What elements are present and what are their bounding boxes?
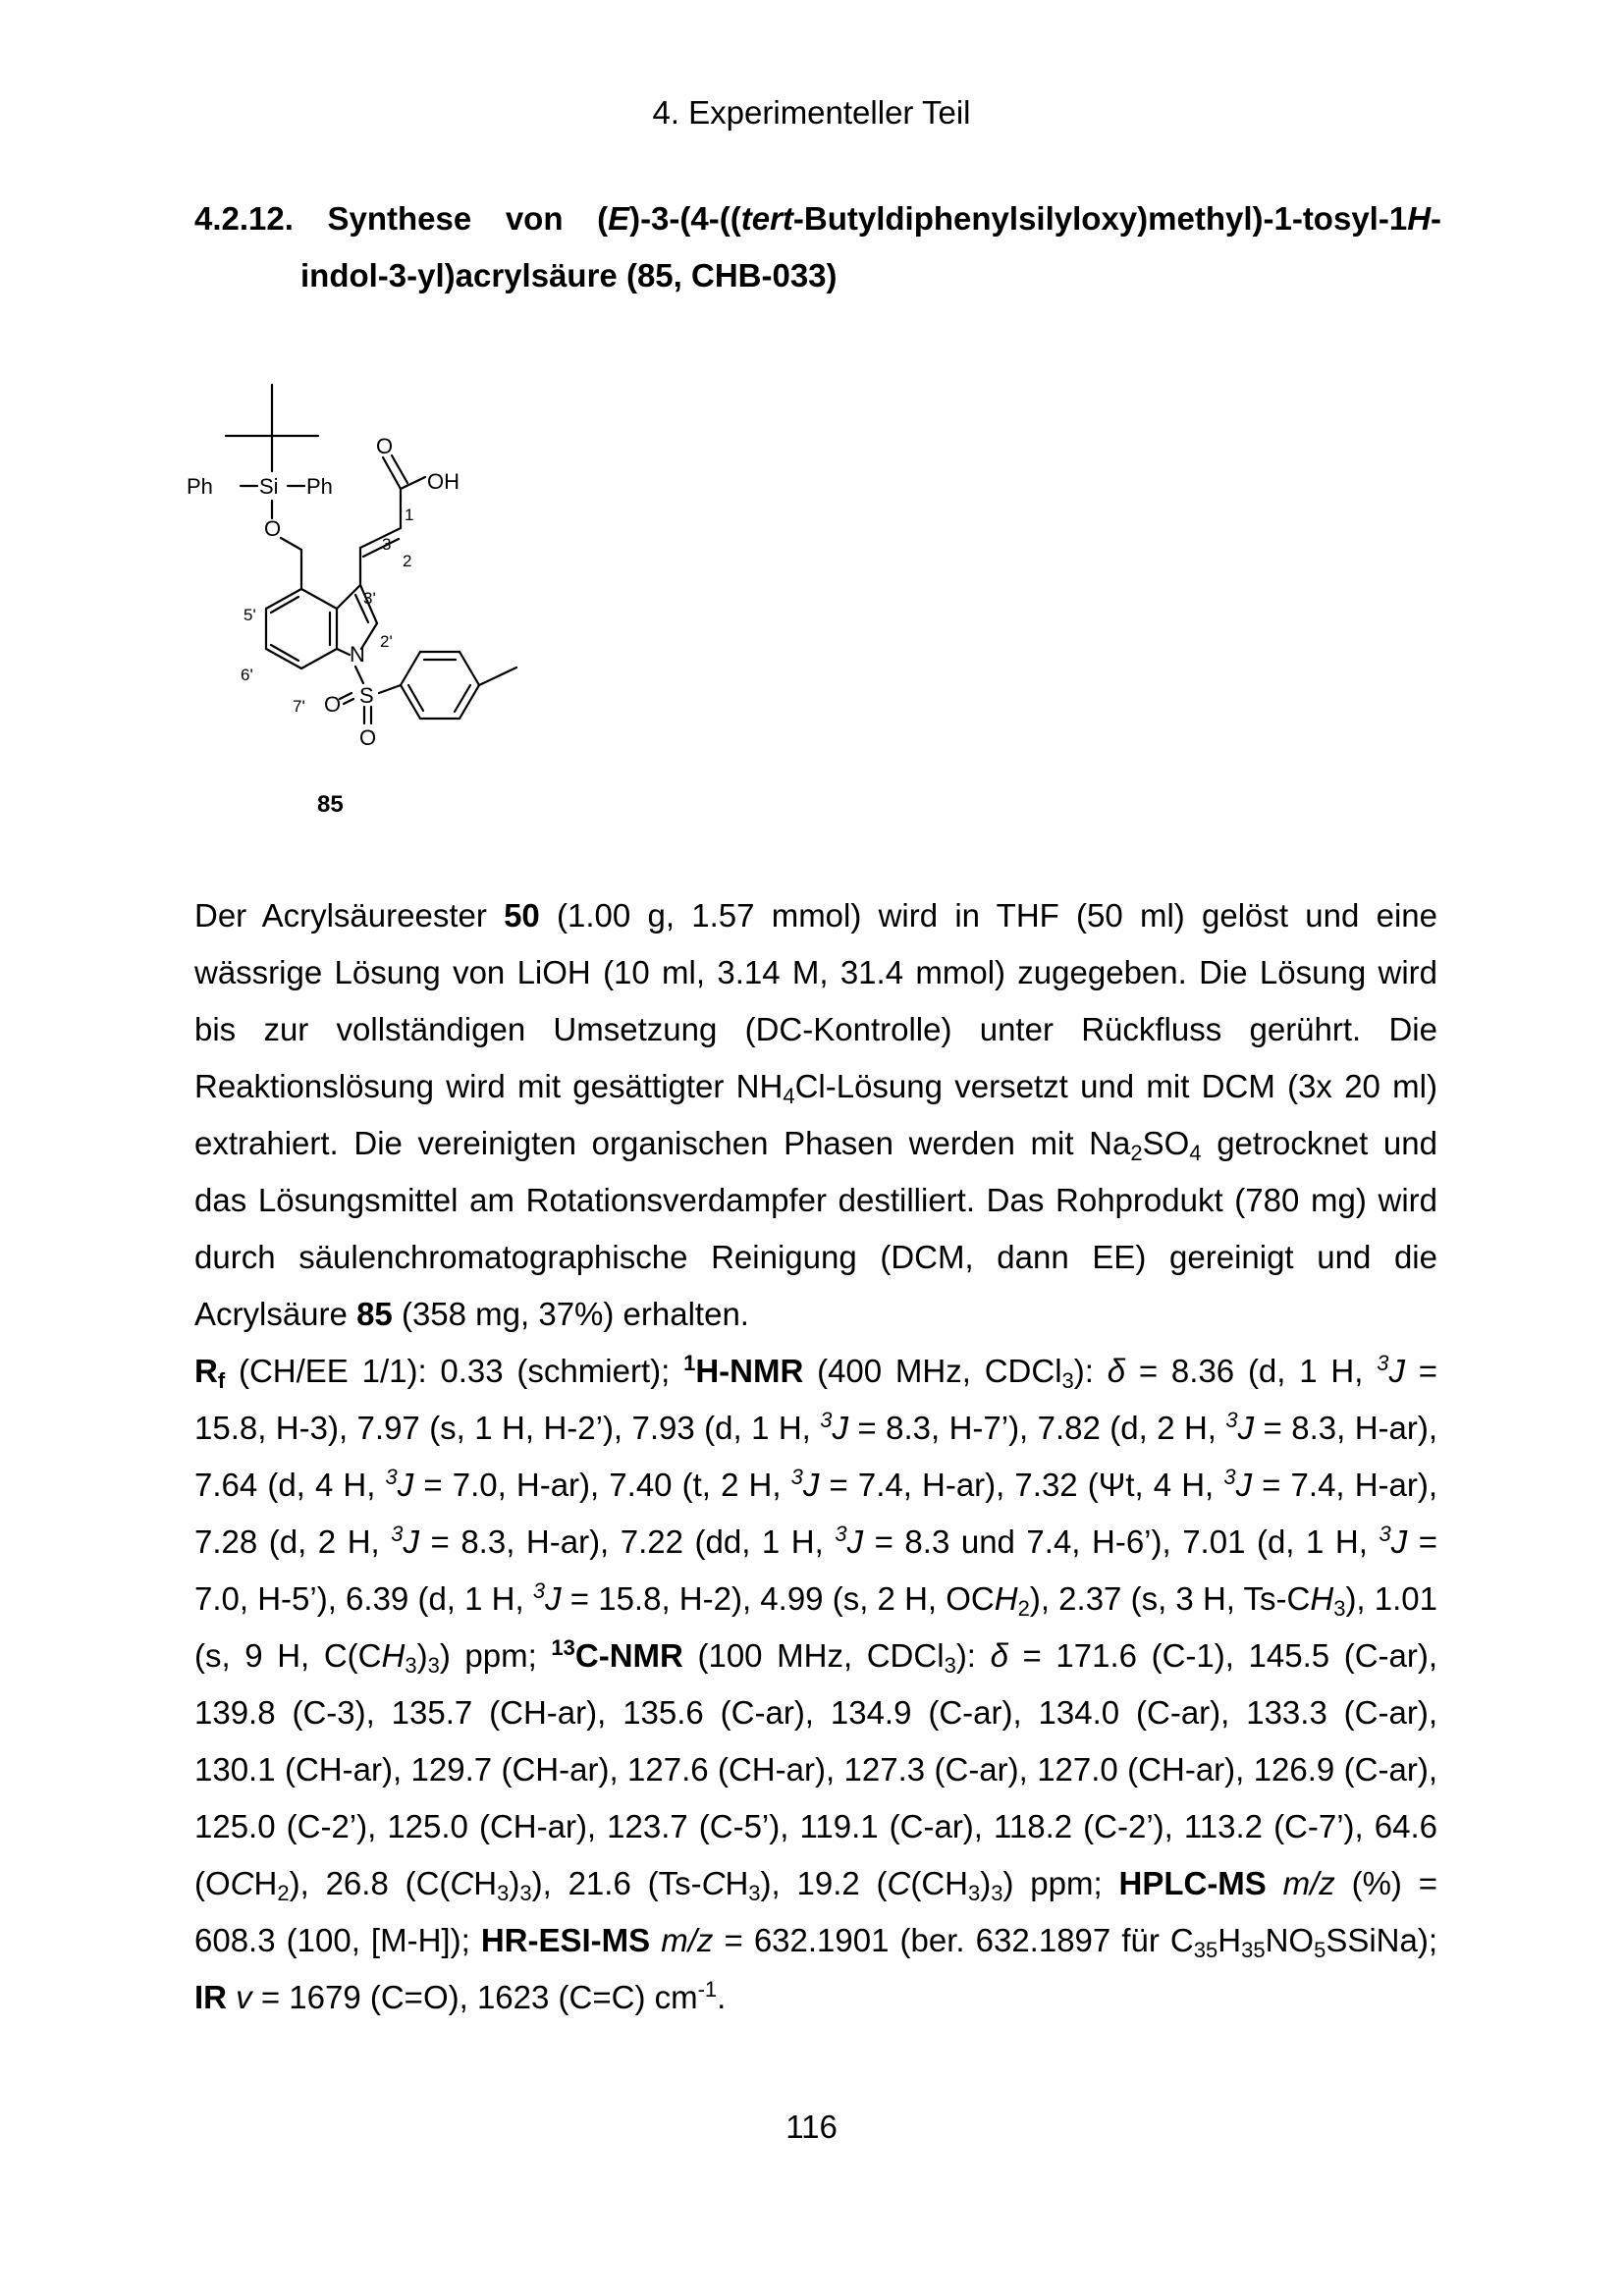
compound-number-label: 85 <box>317 791 344 818</box>
label-c1: 1 <box>405 506 414 524</box>
label-c7p: 7' <box>293 697 305 716</box>
c3-c2-double <box>363 539 399 557</box>
ring-bond-c4-c3a <box>301 589 337 609</box>
label-oh: OH <box>427 469 460 494</box>
pyrrole-n-c7a <box>337 649 350 655</box>
o-ch2-bond <box>281 538 301 550</box>
procedure-paragraph: Der Acrylsäureester 50 (1.00 g, 1.57 mmol) wird in THF (50 ml) gelöst und eine wässrige Lösung von LiOH (10 ml, 3.14 M, 31.4 mmol) zugegeben. Die Lösung wird bis zur vollständigen Umsetzung (DC-Kontrolle) unter Rückfluss gerührt. Die Reaktionslösung wird mit gesättigter $NH_4Cl$-Lösung versetzt und mit DCM (3x 20 ml) extrahiert. Die vereinigten organischen Phasen werden mit $Na_2SO_4$ getrocknet und das Lösungsmittel am Rotationsverdampfer destilliert. Das Rohprodukt (780 mg) wird durch säulenchromatographische Reinigung (DCM, dann EE) gereinigt und die Acrylsäure 85 (358 mg, 37%) erhalten. <box>194 897 1437 1332</box>
tolyl-bond-1 <box>401 652 420 685</box>
tolyl-bond-3 <box>460 652 479 685</box>
label-o-s2: O <box>359 725 377 750</box>
label-o-ether: O <box>264 516 282 541</box>
label-s: S <box>359 683 374 708</box>
page-number: 116 <box>785 2109 838 2145</box>
tolyl-bond-6-double <box>408 685 423 711</box>
section-heading-line1 <box>194 190 1441 247</box>
label-c3: 3 <box>382 535 392 554</box>
label-ph-left: Ph <box>187 474 213 499</box>
label-o-carbonyl: O <box>376 434 394 458</box>
label-ph-right: Ph <box>306 474 333 499</box>
label-c5p: 5' <box>243 606 256 624</box>
label-c6p: 6' <box>241 666 253 684</box>
label-c2: 2 <box>403 552 412 570</box>
label-si: Si <box>259 474 279 499</box>
n-s-bond <box>355 667 363 683</box>
tolyl-bond-4-double <box>455 685 470 712</box>
label-c2p: 2' <box>380 632 393 651</box>
section-word-2: von <box>505 200 564 237</box>
experimental-body <box>194 887 1437 2026</box>
s-o-left-double <box>344 699 353 704</box>
label-c3p: 3' <box>363 589 376 608</box>
section-word-1: Synthese <box>327 200 472 237</box>
running-header: 4. Experimenteller Teil <box>652 94 971 131</box>
s-o-left-bond <box>340 693 352 699</box>
tolyl-bond-4 <box>460 685 479 719</box>
tolyl-methyl-bond <box>479 667 516 685</box>
c1-o-bond <box>383 457 401 489</box>
label-o-s1: O <box>324 692 342 717</box>
c3-c2-bond <box>360 528 401 548</box>
section-heading-line2: indol-3-yl)acrylsäure (85, CHB-033) <box>300 257 838 294</box>
section-number: 4.2.12. <box>194 200 294 237</box>
label-n: N <box>350 642 365 667</box>
section-word-3: (E)-3-(4-((tert-Butyldiphenylsilyloxy)methyl)-1-tosyl-1H- <box>597 200 1442 237</box>
s-tolyl-bond <box>379 685 401 693</box>
ring-bond-c7a-c7 <box>301 649 337 668</box>
chemical-structure <box>187 373 609 825</box>
characterization-paragraph: $R_f$ (CH/EE 1/1): 0.33 (schmiert); $^1$H-NMR (400 MHz, CDCl$_3$): δ = 8.36 (d, 1 H, $^3$J = 15.8, H-3), 7.97 (s, 1 H, H-2’), 7.93 (d, 1 H, $^3$J = 8.3, H-7’), 7.82 (d, 2 H, $^3$J = 8.3, H-ar), 7.64 (d, 4 H, $^3$J = 7.0, H-ar), 7.40 (t, 2 H, $^3$J = 7.4, H-ar), 7.32 (Ψt, 4 H, $^3$J = 7.4, H-ar), 7.28 (d, 2 H, $^3$J = 8.3, H-ar), 7.22 (dd, 1 H, $^3$J = 8.3 und 7.4, H-6’), 7.01 (d, 1 H, $^3$J = 7.0, H-5’), 6.39 (d, 1 H, $^3$J = 15.8, H-2), 4.99 (s, 2 H, $OCH_2$), 2.37 (s, 3 H, $Ts-CH_3$), 1.01 (s, 9 H, $C(CH_3)_3$) ppm; $^{13}$C-NMR (100 MHz, CDCl$_3$): δ = 171.6 (C-1), 145.5 (C-ar), 139.8 (C-3), 135.7 (CH-ar), 135.6 (C-ar), 134.9 (C-ar), 134.0 (C-ar), 133.3 (C-ar), 130.1 (CH-ar), 129.7 (CH-ar), 127.6 (CH-ar), 127.3 (C-ar), 127.0 (CH-ar), 126.9 (C-ar), 125.0 (C-2’), 125.0 (CH-ar), 123.7 (C-5’), 119.1 (C-ar), 118.2 (C-2’), 113.2 (C-7’), 64.6 $(OCH_2)$, 26.8 $(C(CH_3)_3)$, 21.6 $(Ts-CH_3)$, 19.2 $(C(CH_3)_3)$ ppm; HPLC-MS m/z (%) = 608.3 (100, [M-H]); HR-ESI-MS m/z = 632.1901 (ber. 632.1897 für $C_{35}H_{35}NO_5SSiNa$); IR v = 1679 (C=O), 1623 (C=C) $cm^{-1}$. <box>194 1351 1438 2015</box>
